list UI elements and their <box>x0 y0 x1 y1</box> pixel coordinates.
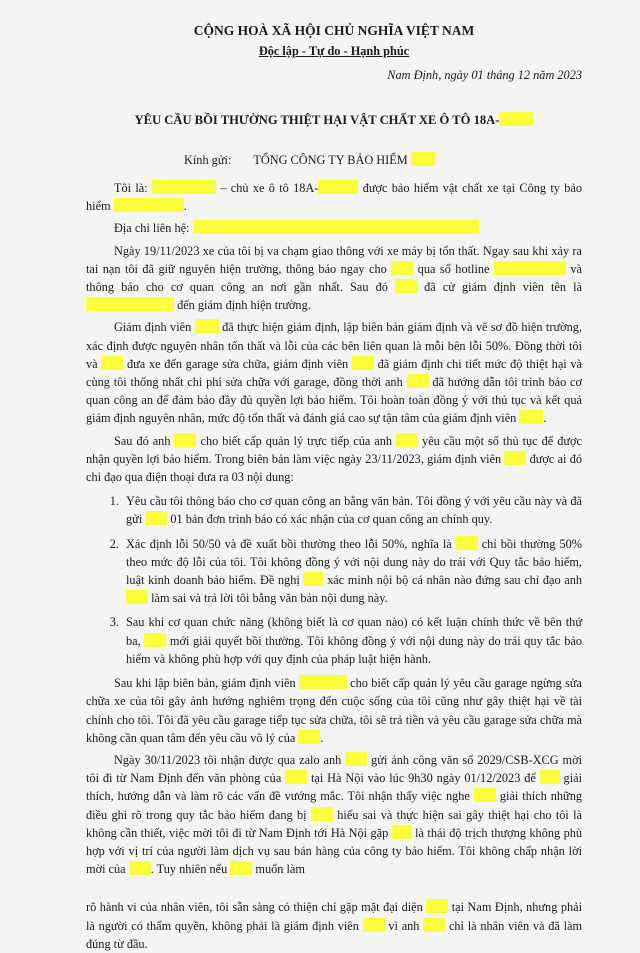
redaction <box>298 730 320 744</box>
redaction <box>152 180 216 194</box>
paragraph-closing: rõ hành vi của nhân viên, tôi sẵn sàng có thiện chí gặp mặt đại diện tại Nam Định, nhưng phải là người có thẩm quyền, không phải là giám định viên vì anh chỉ là nhân viên và đã làm đúng từ đầu. <box>86 900 583 951</box>
redaction <box>411 152 435 166</box>
list-item: 2. Xác định lỗi 50/50 và đề xuất bồi thường theo lỗi 50%, nghĩa là chỉ bồi thường 50% theo mức độ lỗi của tôi. Tôi không đồng ý với nội dung này do trái với Quy tắc bảo hiểm, luật kinh doanh bảo hiểm. Đề nghị xác minh nội bộ cá nhân nào đứng sau chỉ đạo anh làm sai và trả lời tôi bằng văn bản nội dung này. <box>122 535 582 608</box>
list-item: 3. Sau khi cơ quan chức năng (không biết là cơ quan nào) có kết luận chính thức về bên thứ ba, mới giải quyết bồi thường. Tôi không đồng ý với nội dung này do trái quy tắc bảo hiểm và không phù hợp với quy định của pháp luật hiện hành. <box>122 613 582 668</box>
redaction <box>285 770 307 784</box>
document-title: YÊU CẦU BỒI THƯỜNG THIỆT HẠI VẬT CHẤT XE Ô TÔ 18A- <box>86 111 582 129</box>
motto: Độc lập - Tự do - Hạnh phúc <box>258 44 410 59</box>
recipient: Kính gửi: TỔNG CÔNG TY BẢO HIỂM <box>86 151 582 169</box>
redaction <box>407 374 429 388</box>
redaction <box>499 112 533 126</box>
date-line: Nam Định, ngày 01 tháng 12 năm 2023 <box>387 68 582 83</box>
redaction <box>363 918 385 932</box>
redaction <box>129 861 151 875</box>
redaction <box>395 279 417 293</box>
redaction <box>318 180 358 194</box>
redaction <box>144 633 166 647</box>
redaction <box>474 788 496 802</box>
redaction <box>145 511 167 525</box>
paragraph-report: Sau đó anh cho biết cấp quản lý trực tiếp của anh yêu cầu một số thủ tục để được nhận quyền lợi bảo hiểm. Trong biên bản làm việc ngày 23/11/2023, giám định viên được ai đó chỉ đạo qua điện thoại đưa ra 03 nội dung: <box>86 433 582 485</box>
redaction <box>396 433 418 447</box>
redaction <box>114 198 184 212</box>
redaction <box>86 297 174 311</box>
paragraph-address: Địa chỉ liên hệ: <box>86 219 582 237</box>
redaction <box>392 825 412 839</box>
redaction <box>299 675 347 689</box>
paragraph-assessment: Giám định viên đã thực hiện giám định, lập biên bản giám định và vẽ sơ đồ hiện trường, xác định được nguyên nhân tổn thất và lỗi của các bên liên quan là mỗi bên lỗi 50%. Đồng thời tôi và đưa xe đến garage sửa chữa, giám định viên đã giám định chi tiết mức độ thiệt hại và cùng tôi thống nhất chi phí sửa chữa với garage, đồng thời anh đã hướng dẫn tôi trình báo cơ quan công an để đảm bảo đầy đủ quyền lợi bảo hiểm. Tôi hoàn toàn đồng ý với thủ tục và kết quả giám định nguyên nhân, mức độ tổn thất và đánh giá cao sự tận tâm của giám định viên . <box>86 320 582 426</box>
redaction <box>174 433 196 447</box>
paragraph-invitation: Ngày 30/11/2023 tôi nhận được qua zalo anh gửi ảnh công văn số 2029/CSB-XCG mời tôi đi từ Nam Định đến văn phòng của tại Hà Nội vào lúc 9h30 ngày 01/12/2023 để giải thích, hướng dẫn và làm rõ các vấn đề vướng mắc. Tôi nhận thấy việc nghe giải thích những điều ghi rõ trong quy tắc bảo hiểm đang bị hiểu sai và thực hiện sai gây thiệt hại cho tôi là không cần thiết, việc mời tôi đi từ Nam Định tới Hà Nội gặp là thái độ trịch thượng không phù hợp với vị trí của người làm dịch vụ sau bán hàng của công ty bảo hiểm. Tôi không chấp nhận lời mời của . Tuy nhiên nếu muốn làm <box>86 752 583 877</box>
redaction <box>193 220 479 234</box>
redaction <box>101 356 123 370</box>
redaction <box>303 572 323 586</box>
redaction <box>426 899 448 913</box>
numbered-list <box>86 492 582 668</box>
list-item: 1. Yêu cầu tôi thông báo cho cơ quan công an bằng văn bản. Tôi đồng ý với yêu cầu này và đã gửi 01 bản đơn trình báo có xác nhận của cơ quan công an chính quy. <box>122 492 582 528</box>
redaction <box>456 536 478 550</box>
country-header: CỘNG HOÀ XÃ HỘI CHỦ NGHĨA VIỆT NAM <box>193 23 475 38</box>
redaction <box>504 451 526 465</box>
redaction <box>540 770 560 784</box>
redaction <box>423 918 445 932</box>
redaction <box>352 356 374 370</box>
redaction <box>230 861 252 875</box>
redaction <box>494 261 566 275</box>
paragraph-accident: Ngày 19/11/2023 xe của tôi bị va chạm giao thông với xe máy bị tổn thất. Ngay sau khi xảy ra tai nạn tôi đã giữ nguyên hiện trường, thông báo ngay cho qua số hotline và thông báo cho cơ quan công an nơi gần nhất. Sau đó đã cử giám định viên tên là đến giám định hiện trường. <box>86 243 583 313</box>
redaction <box>519 410 543 424</box>
redaction <box>311 807 333 821</box>
redaction <box>345 752 367 766</box>
paragraph-garage: Sau khi lập biên bản, giám định viên cho biết cấp quản lý yêu cầu garage ngừng sửa chữa xe của tôi gây ảnh hưởng nghiêm trọng đến cuộc sống của tôi cũng như gây thiệt hại về tài chính cho tôi. Tôi đã yêu cầu garage tiếp tục sửa chữa, tôi sẽ trả tiền và yêu cầu garage sửa chữa mà không cần quan tâm đến yêu cầu vô lý của . <box>86 676 582 745</box>
redaction <box>126 590 148 604</box>
redaction <box>391 261 413 275</box>
paragraph-intro: Tôi là: – chủ xe ô tô 18A- được bảo hiểm vật chất xe tại Công ty bảo hiểm . <box>86 181 582 214</box>
redaction <box>195 319 219 333</box>
